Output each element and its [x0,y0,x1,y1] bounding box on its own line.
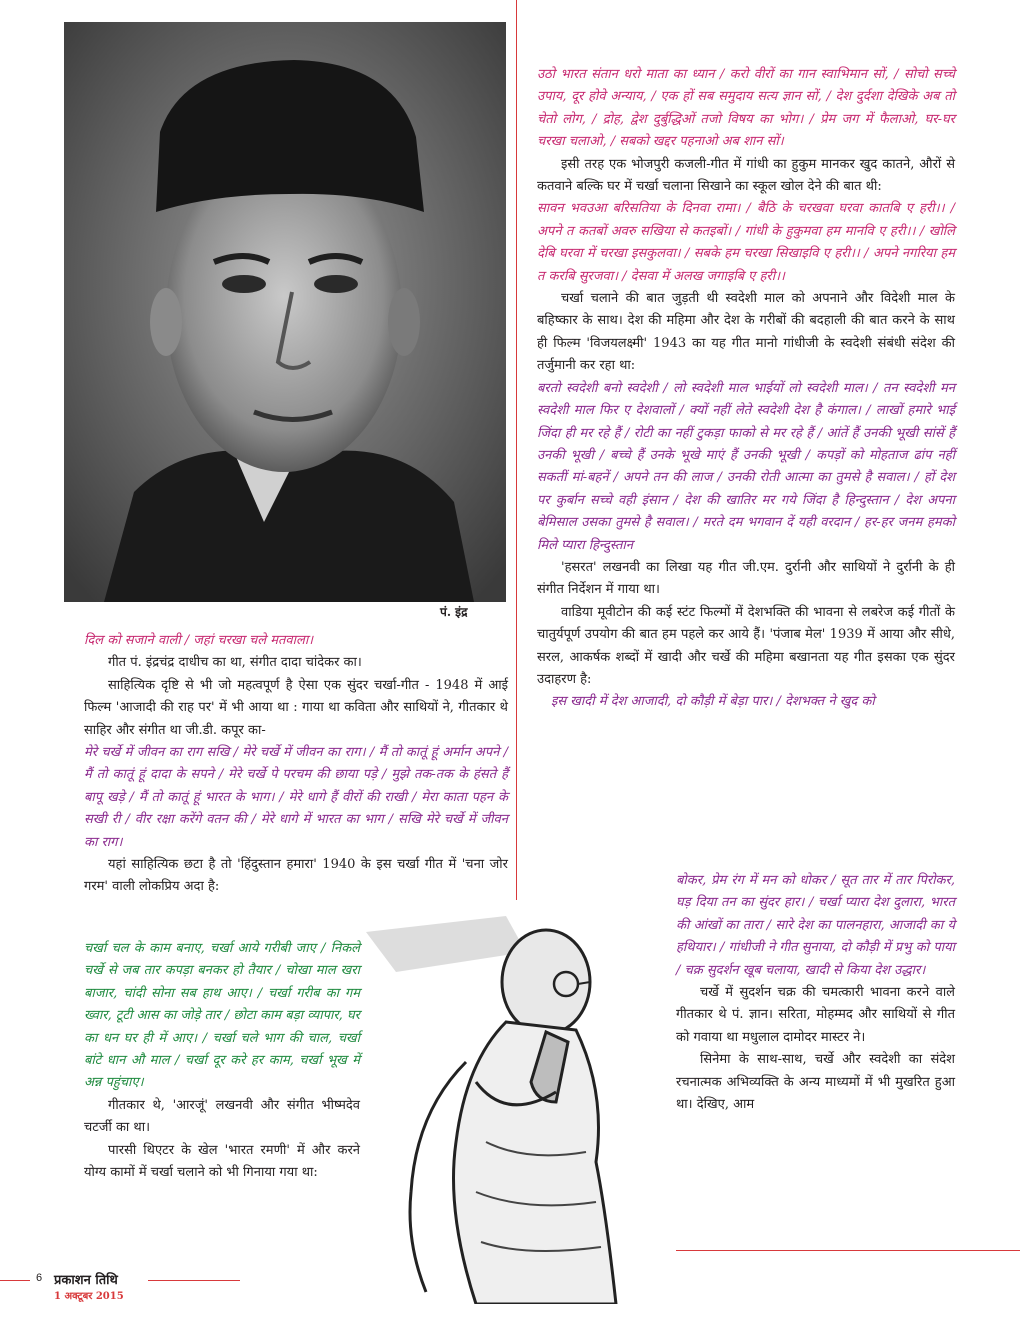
right-column [537,64,955,714]
paragraph-parsi-theatre: पारसी थिएटर के खेल 'भारत रमणी' में और करने योग्य कामों में चर्खा चलाने को भी गिनाया गया था: [84,1142,360,1181]
right-column-narrow [676,870,955,1116]
paragraph-hindustan-hamara: यहां साहित्यिक छटा है तो 'हिंदुस्तान हमारा' 1940 के इस चर्खा गीत में 'चना जोर गरम' वाली लोकप्रिय अदा है: [84,857,508,895]
paragraph-hasrat: 'हसरत' लखनवी का लिखा यह गीत जी.एम. दुर्रानी और साथियों ने दुर्रानी के ही संगीत निर्देशन में गाया था। [537,559,955,598]
publication-title: प्रकाशन तिथि [54,1273,118,1288]
paragraph-indrachandra: गीत पं. इंद्रचंद्र दाधीच का था, संगीत दादा चांदेकर का। [108,655,362,671]
page-number: 6 [36,1272,43,1284]
verse-uttho-bharat: उठो भारत संतान धरो माता का ध्यान / करो वीरों का गान स्वाभिमान सों, / सोचो सच्चे उपाय, दूर होवे अन्याय, / एक हों सब समुदाय सत्य ज्ञान सों, / देश दुर्दशा देखिके अब तो चेतो लोग, / द्रोह, द्वेश दुर्बुद्धिओं तजो विषय का भोग। / प्रेम जग में फैलाओ, घर-घर चरखा चलाओ, / सबको खद्दर पहनाओ अब शान सों। [537,67,955,150]
publication-date: 1 अक्टूबर 2015 [54,1291,124,1302]
footer-line-left [0,1280,30,1281]
verse-sawan-bhawua: सावन भवउआ बरिसतिया के दिनवा रामा। / बैठि के चरखवा घरवा कातबि ए हरी।। / अपने त कतबों अवरु सखिया से कतइबों। / गांधी के हुकुमवा हम मानवि ए हरी।। / खोलि देबि घरवा में चरखा इसकुलवा। / सबके हम चरखा सिखाइवि ए हरी।। / अपने नगरिया हम त करबि सुरजवा। / देसवा में अलख जगाइबि ए हरी।। [537,201,955,284]
paragraph-swadeshi: चर्खा चलाने की बात जुड़ती थी स्वदेशी माल को अपनाने और विदेशी माल के बहिष्कार के साथ। देश की महिमा और देश के गरीबों की बदहाली की बात करने के साथ ही फिल्म 'विजयलक्ष्मी' 1943 का यह गीत मानो गांधीजी के स्वदेशी संबंधी संदेश की तर्जुमानी कर रहा था: [537,291,955,374]
gandhi-sketch [356,912,676,1304]
verse-barto-swadeshi: बरतो स्वदेशी बनो स्वदेशी / लो स्वदेशी माल भाईयों लो स्वदेशी माल। / तन स्वदेशी मन स्वदेशी माल फिर ए देशवालों / क्यों नहीं लेते स्वदेशी देश है कंगाल। / लाखों हमारे भाई जिंदा ही मर रहे हैं / रोटी का नहीं टुकड़ा फाको से मर रहे हैं / आंतें हैं उनकी भूखी सांसें हैं उनकी भूखी / बच्चे हैं उनके भूखे माएं हैं उनकी भूखी / कपड़ों को मोहताज ढांप नहीं सकतीं मां-बहनें / अपने तन की लाज / उनकी रोती आत्मा का तुमसे है सवाल। / हों देश पर कुर्बान सच्चे वही इंसान / देश की खातिर मर गये जिंदा है हिन्दुस्तान / देश अपना बेमिसाल उसका तुमसे है सवाल। / मरते दम भगवान दें यही वरदान / हर-हर जनम हमको मिले प्यारा हिन्दुस्तान [537,380,955,553]
paragraph-bhojpuri-kajli: इसी तरह एक भोजपुरी कजली-गीत में गांधी का हुकुम मानकर खुद कातने, औरों से कतवाने बल्कि घर में चर्खा चलाना सिखाने का स्कूल खोल देने की बात थी: [537,156,955,195]
gandhi-sketch-illustration [356,912,676,1304]
left-column-narrow [84,938,360,1184]
footer-rule [676,1250,1020,1251]
verse-mere-charkhe: मेरे चर्खे में जीवन का राग सखि / मेरे चर्खे में जीवन का राग। / मैं तो कातूं हूं अर्मान अपने / मैं तो कातूं हूं दादा के सपने / मेरे चर्खे पे परचम की छाया पड़े / मुझे तक-तक के हंसते हैं बापू खड़े / मैं तो कातूं हूं भारत के भाग। / मेरे धागे हैं वीरों की राखी / मेरा काता पहन के सखी री / वीर रक्षा करेंगे वतन की / मेरे धागे में भारत का भाग / सखि मेरे चर्खे में जीवन का राग। [84,745,508,850]
verse-dil-ko-sajane: दिल को सजाने वाली / जहां चरखा चले मतवाला। [84,633,314,648]
paragraph-gyan: चर्खे में सुदर्शन चक्र की चमत्कारी भावना करने वाले गीतकार थे पं. ज्ञान। सरिता, मोहम्मद और साथियों से गीत को गवाया था मधुलाल दामोदर मास्टर ने। [676,985,955,1045]
column-divider [516,0,517,900]
portrait-illustration [64,22,506,602]
verse-khadi-continued: बोकर, प्रेम रंग में मन को धोकर / सूत तार में तार पिरोकर, घड़ दिया तन का सुंदर हार। / चर्खा प्यारा देश दुलारा, भारत की आंखों का तारा / सारे देश का पालनहारा, आजादी का ये हथियार। / गांधीजी ने गीत सुनाया, दो कौड़ी में प्रभु को पाया / चक्र सुदर्शन खूब चलाया, खादी से किया देश उद्धार। [676,873,955,978]
verse-khadi-lead: इस खादी में देश आजादी, दो कौड़ी में बेड़ा पार। / देशभक्त ने खुद को [551,694,875,710]
portrait-photo [64,22,506,602]
paragraph-aarzoo: गीतकार थे, 'आरजूं' लखनवी और संगीत भीष्मदेव चटर्जी का था। [84,1097,360,1136]
photo-caption: पं. इंद्र [440,605,468,619]
left-column [84,630,508,899]
page-footer [0,1272,240,1312]
verse-charkha-chal: चर्खा चल के काम बनाए, चर्खा आये गरीबी जाए / निकले चर्खे से जब तार कपड़ा बनकर हो तैयार / चोखा माल खरा बाजार, चांदी सोना सब हाथ आए। / चर्खा गरीब का गम ख्वार, टूटी आस का जोड़े तार / छोटा काम बड़ा व्यापार, घर का धन घर ही में आए। / चर्खा चले भाग की चाल, चर्खा बांटे धान औ माल / चर्खा दूर करे हर काम, चर्खा भूख में अन्न पहुंचाए। [84,941,360,1091]
paragraph-wadia: वाडिया मूवीटोन की कई स्टंट फिल्मों में देशभक्ति की भावना से लबरेज कई गीतों के चातुर्यपूर्ण उपयोग की बात हम पहले कर आये हैं। 'पंजाब मेल' 1939 में आया और सीधे, सरल, आकर्षक शब्दों में खादी और चर्खे की महिमा बखानता यह गीत इसका एक सुंदर उदाहरण है: [537,604,955,687]
paragraph-cinema: सिनेमा के साथ-साथ, चर्खे और स्वदेशी का संदेश रचनात्मक अभिव्यक्ति के अन्य माध्यमों में भी मुखरित हुआ था। देखिए, आम [676,1052,955,1113]
footer-line-right [148,1280,240,1281]
paragraph-sahityik: साहित्यिक दृष्टि से भी जो महत्वपूर्ण है ऐसा एक सुंदर चर्खा-गीत - 1948 में आई फिल्म 'आजादी की राह पर' में भी आया था : गाया था कविता और साथियों ने, गीतकार थे साहिर और संगीत था जी.डी. कपूर का- [84,677,508,738]
